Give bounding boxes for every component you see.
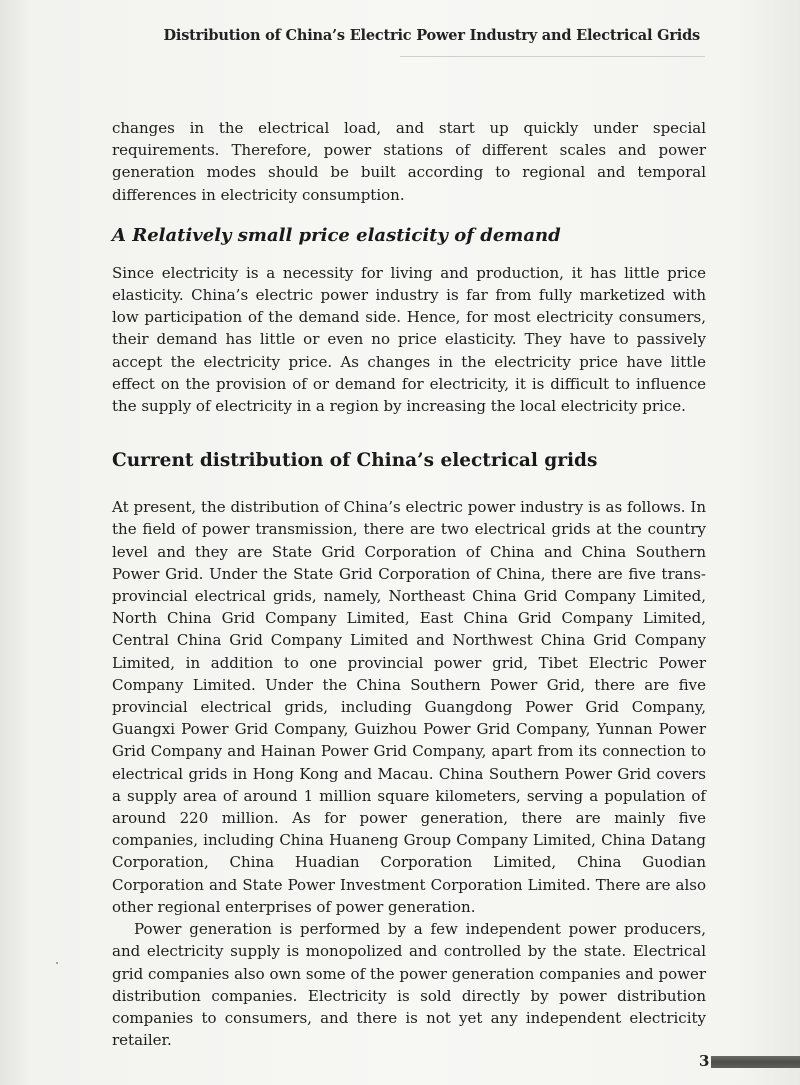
section-heading: Current distribution of China’s electrical grids <box>112 450 598 472</box>
subsection-paragraph: Since electricity is a necessity for living and production, it has little price elasticity. China’s electric power industry is far from fully marketized with low participation of the demand side. Hence, for most electricity consumers, their demand has little or even no price elasticity. They have to passively accept the electricity price. As changes in the electricity price have little effect on the provision of or demand for electricity, it is difficult to influence the supply of electricity in a region by increasing the local electricity price. <box>112 263 706 416</box>
page-number-tab <box>711 1056 800 1068</box>
section-paragraph: Power generation is performed by a few independent power producers, and electricity supply is monopolized and controlled by the state. Electrical grid companies also own some of the power generation companies and power distribution companies. Electricity is sold directly by power distribution companies to consumers, and there is not yet any independent electricity retailer. <box>112 920 706 1050</box>
header-rule <box>400 56 705 57</box>
running-head: Distribution of China’s Electric Power Industry and Electrical Grids <box>163 27 700 44</box>
section-paragraph: At present, the distribution of China’s electric power industry is as follows. In the field of power transmission, there are two electrical grids at the country level and they are State Grid Corporation of China and China Southern Power Grid. Under the State Grid Corporation of China, there are five trans-provincial electrical grids, namely, Northeast China Grid Company Limited, North China Grid Company Limited, East China Grid Company Limited, Central China Grid Company Limited and Northwest China Grid Company Limited, in addition to one provincial power grid, Tibet Electric Power Company Limited. Under the China Southern Power Grid, there are five provincial electrical grids, including Guangdong Power Grid Company, Guangxi Power Grid Company, Guizhou Power Grid Company, Yunnan Power Grid Company and Hainan Power Grid Company, apart from its connection to electrical grids in Hong Kong and Macau. China Southern Power Grid covers a supply area of around 1 million square kilometers, serving a population of around 220 million. As for power generation, there are mainly five companies, including China Huaneng Group Company Limited, China Datang Corporation, China Huadian Corporation Limited, China Guodian Corporation and State Power Investment Corporation Limited. There are also other regional enterprises of power generation. <box>112 498 706 916</box>
page-body <box>112 117 706 1051</box>
paper-speck <box>56 962 58 964</box>
page-number: 3 <box>699 1052 710 1070</box>
intro-paragraph: changes in the electrical load, and start up quickly under special requirements. Therefore, power stations of different scales and power generation modes should be built according to regional and temporal differences in electricity consumption. <box>112 119 706 204</box>
subsection-heading: A Relatively small price elasticity of demand <box>112 224 561 246</box>
